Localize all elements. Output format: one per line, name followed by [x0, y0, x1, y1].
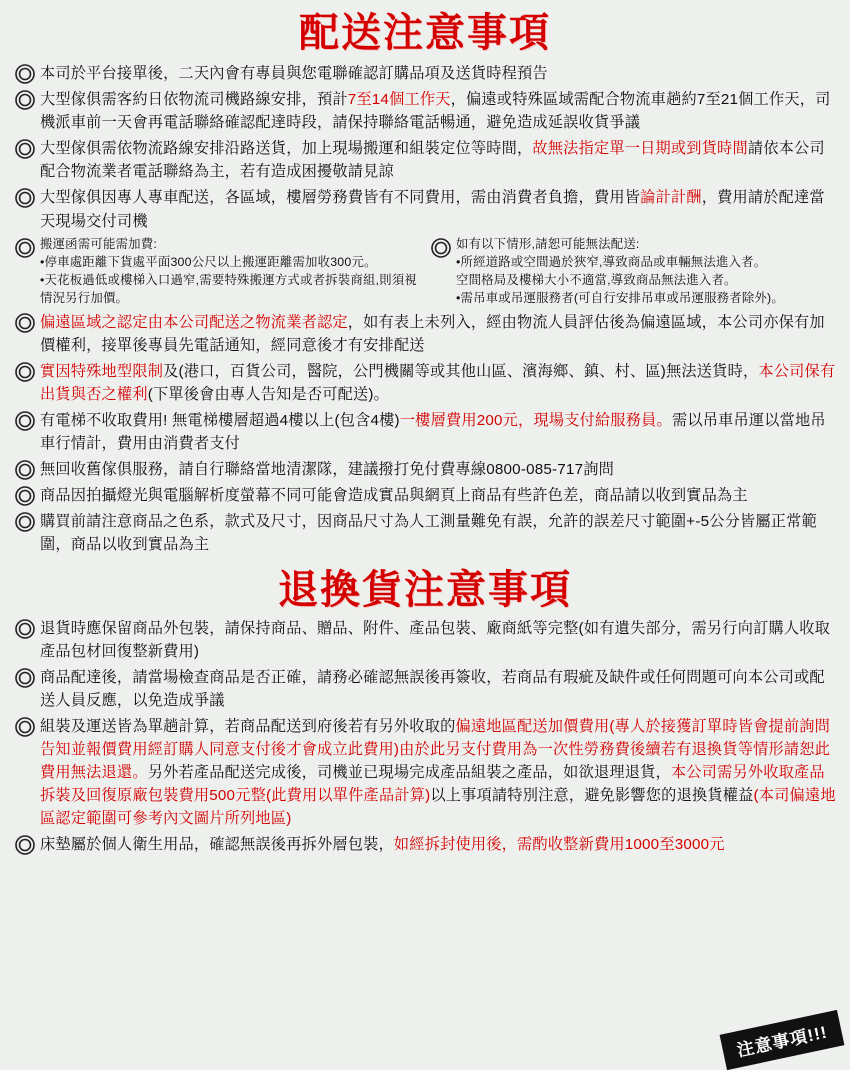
notice-text-segment: 偏遠地區配送加價費用(專人於接獲訂單時皆會提前詢問告知並報價費用經訂購人同意支付後才會成立此費用)由於此另支付 — [40, 717, 831, 758]
notice-text-segment: ，費用請於配達當天現場交付司機 — [40, 189, 825, 230]
notice-item-text — [40, 510, 836, 556]
notice-item-text — [40, 458, 836, 481]
notice-item-text — [40, 186, 836, 232]
double-circle-bullet-icon — [14, 618, 36, 640]
notice-text-segment: 購買前請注意商品之色系，款式及尺寸，因商品尺寸為人工測量難免有誤，允許的誤差尺寸範圍+-5公分皆屬正常範圍，商品以收到實品為主 — [40, 513, 817, 554]
notice-text-segment: 及(港口，百貨公司，醫院，公門機關等或其他山區、濱海鄉、鎮、村、區)無法送貨時， — [163, 362, 759, 380]
surcharge-heading: 搬運函需可能需加費: — [40, 236, 157, 251]
double-circle-bullet-icon — [14, 312, 36, 334]
notice-item-text — [40, 311, 836, 357]
notice-item — [14, 360, 836, 406]
notice-item — [14, 458, 836, 481]
notice-text-segment: 費用為一次性勞務費後續若有退換貨等情形請恕此費用無法退還。 — [40, 741, 831, 782]
notice-item — [14, 617, 836, 663]
notice-item-text — [40, 409, 836, 455]
cannot-deliver-line-1: •所經道路或空間過於狹窄,導致商品或車輛無法進入者。 — [456, 254, 767, 269]
notice-item-text — [40, 360, 836, 406]
notice-text-segment: 退貨時應保留商品外包裝，請保持商品、贈品、附件、產品包裝、廠商紙等完整(如有遺失部分，需另行向訂購人收取產品包材回復整新費用) — [40, 619, 831, 660]
notice-text-segment: 另外若產品配送完成後，司機並已現場完成產品組裝之產品，如欲退理退貨， — [147, 764, 671, 782]
double-circle-bullet-icon — [14, 716, 36, 738]
notice-item-text — [40, 617, 836, 663]
double-circle-bullet-icon — [14, 361, 36, 383]
notice-item — [14, 484, 836, 507]
notice-text-segment: 組裝及運送皆為單趟計算，若商品配送到府後若有另外收取的 — [40, 717, 456, 735]
surcharge-text — [40, 236, 420, 308]
surcharge-and-refusal-row — [14, 236, 836, 308]
double-circle-bullet-icon — [14, 187, 36, 209]
notice-text-segment: 論計計酬 — [640, 189, 702, 207]
notice-item-text — [40, 666, 836, 712]
double-circle-bullet-icon — [14, 89, 36, 111]
notice-text-segment: 大型傢俱需依物流路線安排沿路送貨，加上現場搬運和組裝定位等時間， — [40, 140, 533, 158]
notice-text-segment: (本司偏遠地區認定範圍可參考內文圖片所列地區) — [40, 787, 836, 828]
double-circle-bullet-icon — [14, 237, 36, 259]
cannot-deliver-line-2: 空間格局及樓梯大小不適當,導致商品無法進入者。 — [456, 272, 737, 287]
page-title-returns: 退換貨注意事項 — [278, 567, 572, 612]
double-circle-bullet-icon — [14, 834, 36, 856]
notice-text-segment: 有電梯不收取費用! 無電梯樓層超過4樓以上(包含4樓) — [40, 411, 400, 429]
notice-text-segment: 故無法指定單一日期或到貨時間 — [532, 140, 748, 158]
cannot-deliver-heading: 如有以下情形,請恕可能無法配送: — [456, 236, 640, 251]
notice-item — [14, 510, 836, 556]
notice-item — [14, 137, 836, 183]
notice-text-segment: 床墊屬於個人衛生用品，確認無誤後再拆外層包裝， — [40, 836, 394, 854]
notice-item-text — [40, 62, 836, 85]
notice-item — [14, 311, 836, 357]
double-circle-bullet-icon — [14, 63, 36, 85]
notice-item-text — [40, 833, 836, 856]
double-circle-bullet-icon — [14, 138, 36, 160]
page-title-shipping: 配送注意事項 — [299, 11, 551, 55]
notice-text-segment: (下單後會由專人告知是否可配送)。 — [147, 385, 390, 403]
notice-item-text — [40, 484, 836, 507]
double-circle-bullet-icon — [14, 410, 36, 432]
notice-item-text — [40, 88, 836, 134]
surcharge-line-2: •天花板過低或樓梯入口過窄,需要特殊搬運方式或者拆裝商組,則須視情況另行加價。 — [40, 272, 417, 305]
notice-text-segment: ，偏遠或特殊區域需配合物流車趟約7至21個工作天，司機派車前一天會再電話聯絡確認配達時段，請保持聯絡電話暢通，避免造成延誤收貨爭議 — [40, 91, 831, 132]
notice-item — [14, 715, 836, 830]
notice-text-segment: 商品因拍攝燈光與電腦解析度螢幕不同可能會造成實品與網頁上商品有些許色差，商品請以收到實品為主 — [40, 487, 748, 505]
double-circle-bullet-icon — [14, 485, 36, 507]
notice-text-segment: 一樓層費用200元，現場支付給服務員。 — [399, 411, 672, 429]
double-circle-bullet-icon — [14, 667, 36, 689]
notice-item — [14, 186, 836, 232]
notice-item-text — [40, 715, 836, 830]
double-circle-bullet-icon — [14, 459, 36, 481]
notice-item-text — [40, 137, 836, 183]
returns-notice-list — [14, 617, 836, 857]
cannot-deliver-block — [430, 236, 836, 308]
shipping-notice-list-continued — [14, 311, 836, 557]
notice-text-segment: 需以吊車吊運以當地吊車行情計，費用由消費者支付 — [40, 411, 826, 453]
attention-stamp: 注意事項!!! — [720, 1010, 845, 1070]
notice-item — [14, 88, 836, 134]
notice-text-segment: 本公司需另外收取產品拆裝及回復原廠包裝費用500元整(此費用以單件產品計算) — [40, 764, 825, 805]
cannot-deliver-line-3: •需吊車或吊運服務者(可自行安排吊車或吊運服務者除外)。 — [456, 290, 784, 305]
notice-text-segment: 商品配達後，請當場檢查商品是否正確，請務必確認無誤後再簽收，若商品有瑕疵及缺件或任何問題可向本公司或配送人員反應，以免造成爭議 — [40, 668, 825, 709]
cannot-deliver-text — [456, 236, 836, 308]
surcharge-line-1: •停車處距離下貨處平面300公尺以上搬運距離需加收300元。 — [40, 254, 377, 269]
notice-text-segment: 本司於平台接單後，二天內會有專員與您電聯確認訂購品項及送貨時程預告 — [40, 65, 548, 82]
notice-text-segment: ，如有表上未列入，經由物流人員評估後為偏遠區域，本公司亦保有加價權利，接單後專員先電話通知，經同意後才有安排配送 — [40, 313, 825, 354]
notice-text-segment: 大型傢俱需客約日依物流司機路線安排，預計 — [40, 91, 348, 109]
notice-text-segment: 請依本公司配合物流業者電話聯絡為主，若有造成困擾敬請見諒 — [40, 140, 825, 181]
notice-text-segment: 偏遠區域之認定由本公司配送之物流業者認定 — [40, 313, 348, 331]
shipping-notice-list — [14, 62, 836, 233]
notice-item — [14, 666, 836, 712]
surcharge-block — [14, 236, 420, 308]
double-circle-bullet-icon — [14, 511, 36, 533]
notice-text-segment: 無回收舊傢俱服務，請自行聯絡當地清潔隊，建議撥打免付費專線0800-085-717詢問 — [40, 461, 614, 479]
notice-text-segment: 本公司保有出貨與否之權利 — [40, 362, 836, 403]
notice-text-segment: 如經拆封使用後，需酌收整新費用1000至3000元 — [393, 836, 725, 854]
notice-item — [14, 62, 836, 85]
notice-text-segment: 7至14個工作天 — [347, 91, 451, 109]
notice-item — [14, 833, 836, 856]
notice-text-segment: 以上事項請特別注意，避免影響您的退換貨權益 — [430, 787, 754, 805]
notice-text-segment: 大型傢俱因專人專車配送，各區域，樓層勞務費皆有不同費用，需由消費者負擔，費用皆 — [40, 189, 641, 207]
notice-item — [14, 409, 836, 455]
notice-text-segment: 實因特殊地型限制 — [40, 362, 164, 380]
double-circle-bullet-icon — [430, 237, 452, 259]
